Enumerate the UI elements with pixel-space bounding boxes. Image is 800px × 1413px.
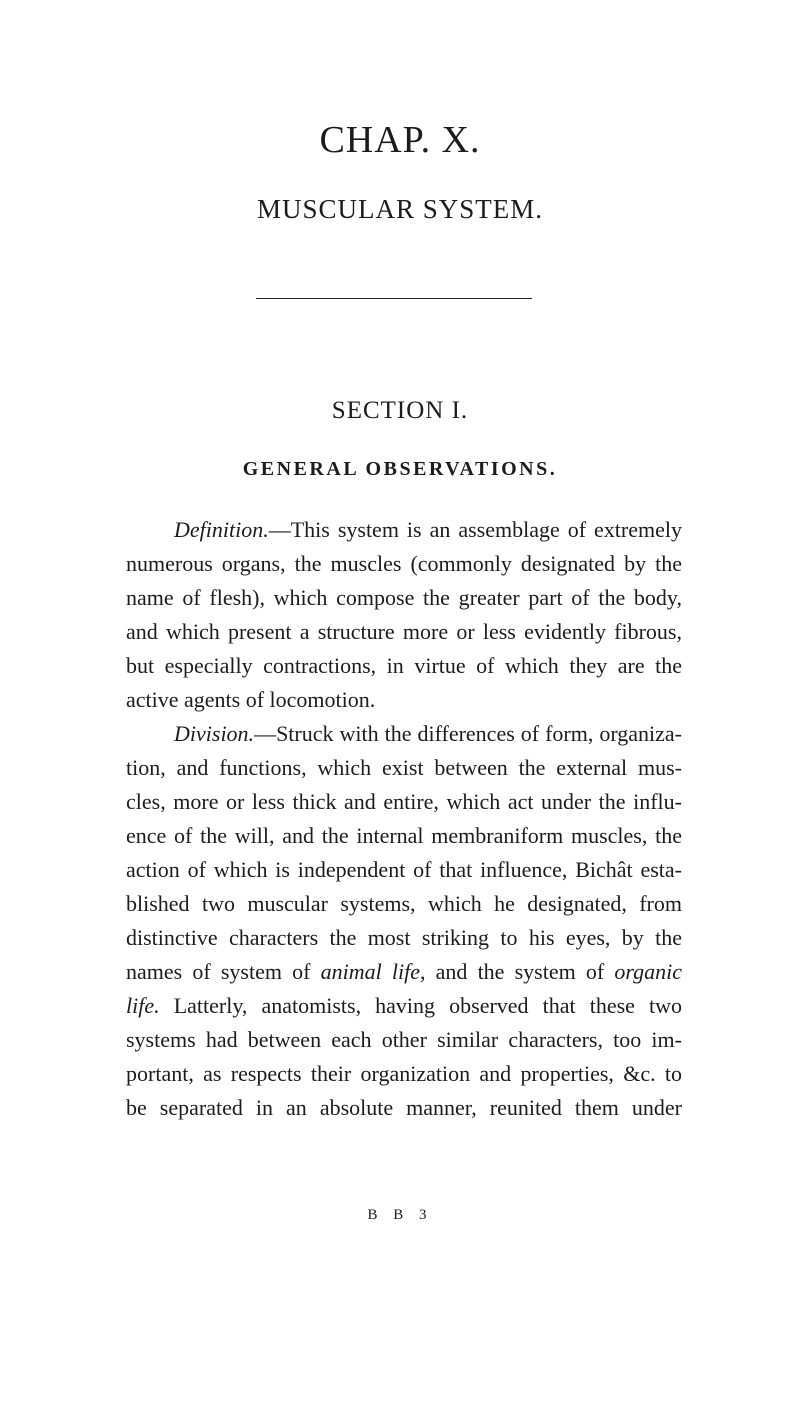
text-line: cles, more or less thick and entire, which act under the influ- [126,789,682,814]
text-line: action of which is independent of that influence, Bichât esta- [126,857,682,882]
text-line: ence of the will, and the internal membraniform muscles, the [126,823,682,848]
text-line: blished two muscular systems, which he designated, from [126,891,682,916]
text-line: but especially contractions, in virtue of which they are the [126,653,682,678]
text-line: active agents of locomotion. [126,687,376,712]
text-line: tion, and functions, which exist between the external mus- [126,755,682,780]
text-line: life. Latterly, anatomists, having observed that these two [126,993,682,1018]
paragraph-division [126,717,682,1125]
text-line: systems had between each other similar characters, too im- [126,1027,682,1052]
text-line: be separated in an absolute manner, reunited them under [126,1095,682,1120]
text-line: and which present a structure more or less evidently fibrous, [126,619,682,644]
chapter-title: MUSCULAR SYSTEM. [256,194,544,224]
signature-mark: B B 3 [367,1207,433,1223]
section-heading: SECTION I. [331,397,469,424]
text-line: distinctive characters the most striking to his eyes, by the [126,925,682,950]
paragraph-definition [126,513,682,717]
text-line: numerous organs, the muscles (commonly designated by the [126,551,682,576]
chapter-heading: CHAP. X. [319,119,481,161]
text-line: Division.—Struck with the differences of form, organiza- [174,721,682,746]
divider-rule [256,298,532,299]
text-line: Definition.—This system is an assemblage of extremely [174,517,682,542]
text-line: portant, as respects their organization and properties, &c. to [126,1061,682,1086]
text-line: name of flesh), which compose the greater part of the body, [126,585,682,610]
text-line: names of system of animal life, and the system of organic [126,959,682,984]
subsection-heading: GENERAL OBSERVATIONS. [242,458,558,480]
